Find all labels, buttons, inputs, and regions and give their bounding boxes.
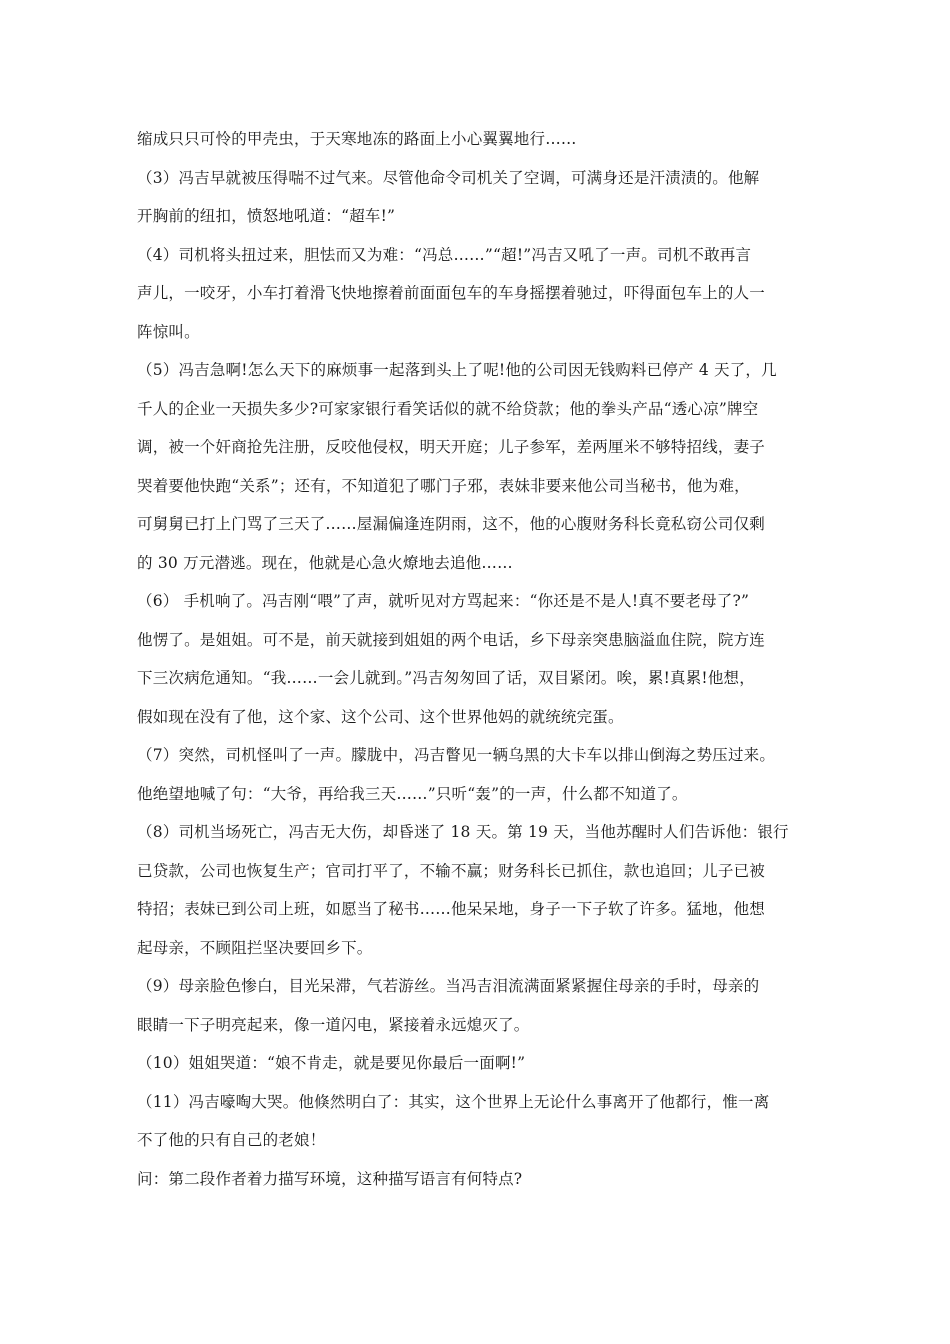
paragraph-8-line: （8）司机当场死亡，冯吉无大伤，却昏迷了 18 天。第 19 天，当他苏醒时人们告诉他：银行 [137,823,789,841]
paragraph-7-line: 他绝望地喊了句：“大爷，再给我三天……”只听“轰”的一声，什么都不知道了。 [137,784,688,803]
paragraph-9-line: 眼睛一下子明亮起来，像一道闪电，紧接着永远熄灭了。 [137,1015,530,1034]
paragraph-3-line: （3）冯吉早就被压得喘不过气来。尽管他命令司机关了空调，可满身还是汗渍渍的。他解 [137,168,760,187]
paragraph-9-line: （9）母亲脸色惨白，目光呆滞，气若游丝。当冯吉泪流满面紧紧握住母亲的手时，母亲的 [137,977,760,995]
paragraph-5-line: 哭着要他快跑“关系”；还有，不知道犯了哪门子邪，表妹非要来他公司当秘书，他为难， [137,476,750,495]
paragraph-5-line: 调，被一个奸商抢先注册，反咬他侵权，明天开庭；儿子参军，差两厘米不够特招线，妻子 [137,438,766,456]
paragraph-4-line: 声儿，一咬牙，小车打着滑飞快地擦着前面面包车的车身摇摆着驰过，吓得面包车上的人一 [137,284,766,302]
paragraph-7-line: （7）突然，司机怪叫了一声。朦胧中，冯吉瞥见一辆乌黑的大卡车以排山倒海之势压过来。 [137,746,776,764]
paragraph-4-line: （4）司机将头扭过来，胆怯而又为难：“冯总……”“超!”冯吉又吼了一声。司机不敢再言 [137,245,752,264]
paragraph-8-line: 起母亲，不顾阻拦坚决要回乡下。 [137,938,373,957]
paragraph-8-line: 已贷款，公司也恢复生产；官司打平了，不输不赢；财务科长已抓住，款也追回；儿子已被 [137,861,766,880]
paragraph-6-line: （6） 手机响了。冯吉刚“喂”了声，就听见对方骂起来：“你还是不是人!真不要老母了?” [137,592,750,610]
paragraph-10-line: （10）姐姐哭道：“娘不肯走，就是要见你最后一面啊!” [137,1054,526,1072]
question-line: 问：第二段作者着力描写环境，这种描写语言有何特点? [137,1169,523,1188]
paragraph-6-line: 假如现在没有了他，这个家、这个公司、这个世界他妈的就统统完蛋。 [137,707,624,726]
paragraph-3-line: 开胸前的纽扣，愤怒地吼道：“超车!” [137,207,396,225]
paragraph-5-line: 的 30 万元潜逃。现在，他就是心急火燎地去追他…… [137,553,513,572]
paragraph-6-line: 他愣了。是姐姐。可不是，前天就接到姐姐的两个电话，乡下母亲突患脑溢血住院，院方连 [137,630,766,649]
article-body [137,120,827,1198]
paragraph-11-line: （11）冯吉嚎啕大哭。他倏然明白了：其实，这个世界上无论什么事离开了他都行，惟一离 [137,1092,770,1111]
text-line: 缩成只只可怜的甲壳虫，于天寒地冻的路面上小心翼翼地行…… [137,130,577,148]
paragraph-5-line: 千人的企业一天损失多少?可家家银行看笑话似的就不给贷款；他的拳头产品“透心凉”牌空 [137,399,759,418]
paragraph-6-line: 下三次病危通知。“我……一会儿就到。”冯吉匆匆回了话，双目紧闭。唉，累!真累!他想， [137,669,755,687]
paragraph-5-line: （5）冯吉急啊!怎么天下的麻烦事一起落到头上了呢!他的公司因无钱购料已停产 4 天了，几 [137,361,777,379]
paragraph-11-line: 不了他的只有自己的老娘！ [137,1131,326,1149]
paragraph-5-line: 可舅舅已打上门骂了三天了……屋漏偏逢连阴雨，这不，他的心腹财务科长竟私窃公司仅剩 [137,515,766,533]
paragraph-4-line: 阵惊叫。 [137,322,200,341]
paragraph-8-line: 特招；表妹已到公司上班，如愿当了秘书……他呆呆地，身子一下子软了许多。猛地，他想 [137,900,766,918]
